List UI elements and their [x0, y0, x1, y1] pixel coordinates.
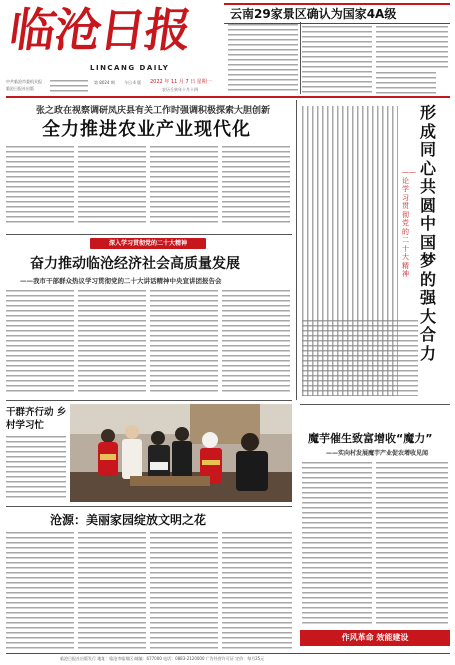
- masthead-date: 2022 年 11 月 7 日 星期一: [150, 79, 212, 85]
- section-tag: 深入学习贯彻党的二十大精神: [90, 238, 206, 249]
- right-lower-subhead: ——实向村发展魔芋产业促农增收见闻: [326, 450, 429, 457]
- photo-caption: [6, 436, 66, 498]
- masthead-pages: 今日 4 版: [124, 80, 142, 85]
- commentary-text-2: [302, 320, 418, 396]
- right-lower-col1: [302, 462, 372, 626]
- lead-col1: [6, 146, 74, 226]
- top-banner-text-b: [376, 26, 448, 68]
- commentary-subtitle: ——论学习贯彻党的二十大精神: [402, 168, 416, 278]
- commentary-title: 形成同心共圆中国梦的强大合力: [420, 103, 437, 363]
- lead-kicker: 张之政在视察调研凤庆县有关工作时强调积极探索大胆创新: [36, 106, 271, 116]
- commentary-subhead: [402, 168, 416, 279]
- masthead-lunar: 农历壬寅年十月十四: [162, 87, 198, 92]
- lead-col4: [222, 146, 290, 226]
- top-mid-text: [228, 24, 298, 94]
- bottom-col1: [6, 532, 74, 650]
- top-banner-text-c: [376, 72, 436, 94]
- photo-story-headline: [6, 406, 68, 432]
- second-col1: [6, 290, 74, 394]
- second-col2: [78, 290, 146, 394]
- second-headline: 奋力推动临沧经济社会高质量发展: [30, 256, 240, 272]
- lead-col2: [78, 146, 146, 226]
- masthead-org-line2: 临沧日报社出版: [6, 86, 34, 91]
- bottom-headline: 沧源：美丽家园绽放文明之花: [50, 513, 207, 527]
- commentary-headline: [420, 104, 444, 363]
- masthead-issue: 第 8024 期: [94, 80, 115, 85]
- masthead-meta: [50, 80, 88, 92]
- villagers-photo-art: [70, 404, 292, 502]
- top-banner-text-a: [302, 26, 372, 94]
- villagers-photo: [70, 404, 292, 502]
- masthead-org-line1: 中共临沧市委机关报: [6, 79, 42, 84]
- right-lower-headline: 魔芋催生致富增收“魔力”: [308, 432, 433, 445]
- photo-story-title: 干群齐行动 乡村学习忙: [6, 407, 67, 431]
- right-lower-col2: [376, 462, 448, 626]
- bottom-right-banner-label: 作风革命 效能建设: [341, 633, 409, 642]
- lead-headline: 全力推进农业产业现代化: [42, 119, 251, 140]
- second-col4: [222, 290, 290, 394]
- second-col3: [150, 290, 218, 394]
- bottom-col3: [150, 532, 218, 650]
- lead-col3: [150, 146, 218, 226]
- bottom-col4: [222, 532, 292, 650]
- bottom-right-banner: [300, 630, 450, 646]
- top-banner-headline: 云南29家景区确认为国家4A级: [230, 7, 397, 21]
- masthead-title-en: LINCANG DAILY: [90, 64, 170, 72]
- bottom-col2: [78, 532, 146, 650]
- footer-text: 临沧日报社出版发行 地址：临沧市临翔区 邮编：677000 电话：0883-2120000 广告经营许可证 定价：每月25元: [60, 656, 265, 661]
- masthead-title: 临沧日报: [6, 3, 194, 57]
- second-subhead: ——我市干部群众热议学习贯彻党的二十大讲话精神中央宣讲团报告会: [20, 277, 222, 285]
